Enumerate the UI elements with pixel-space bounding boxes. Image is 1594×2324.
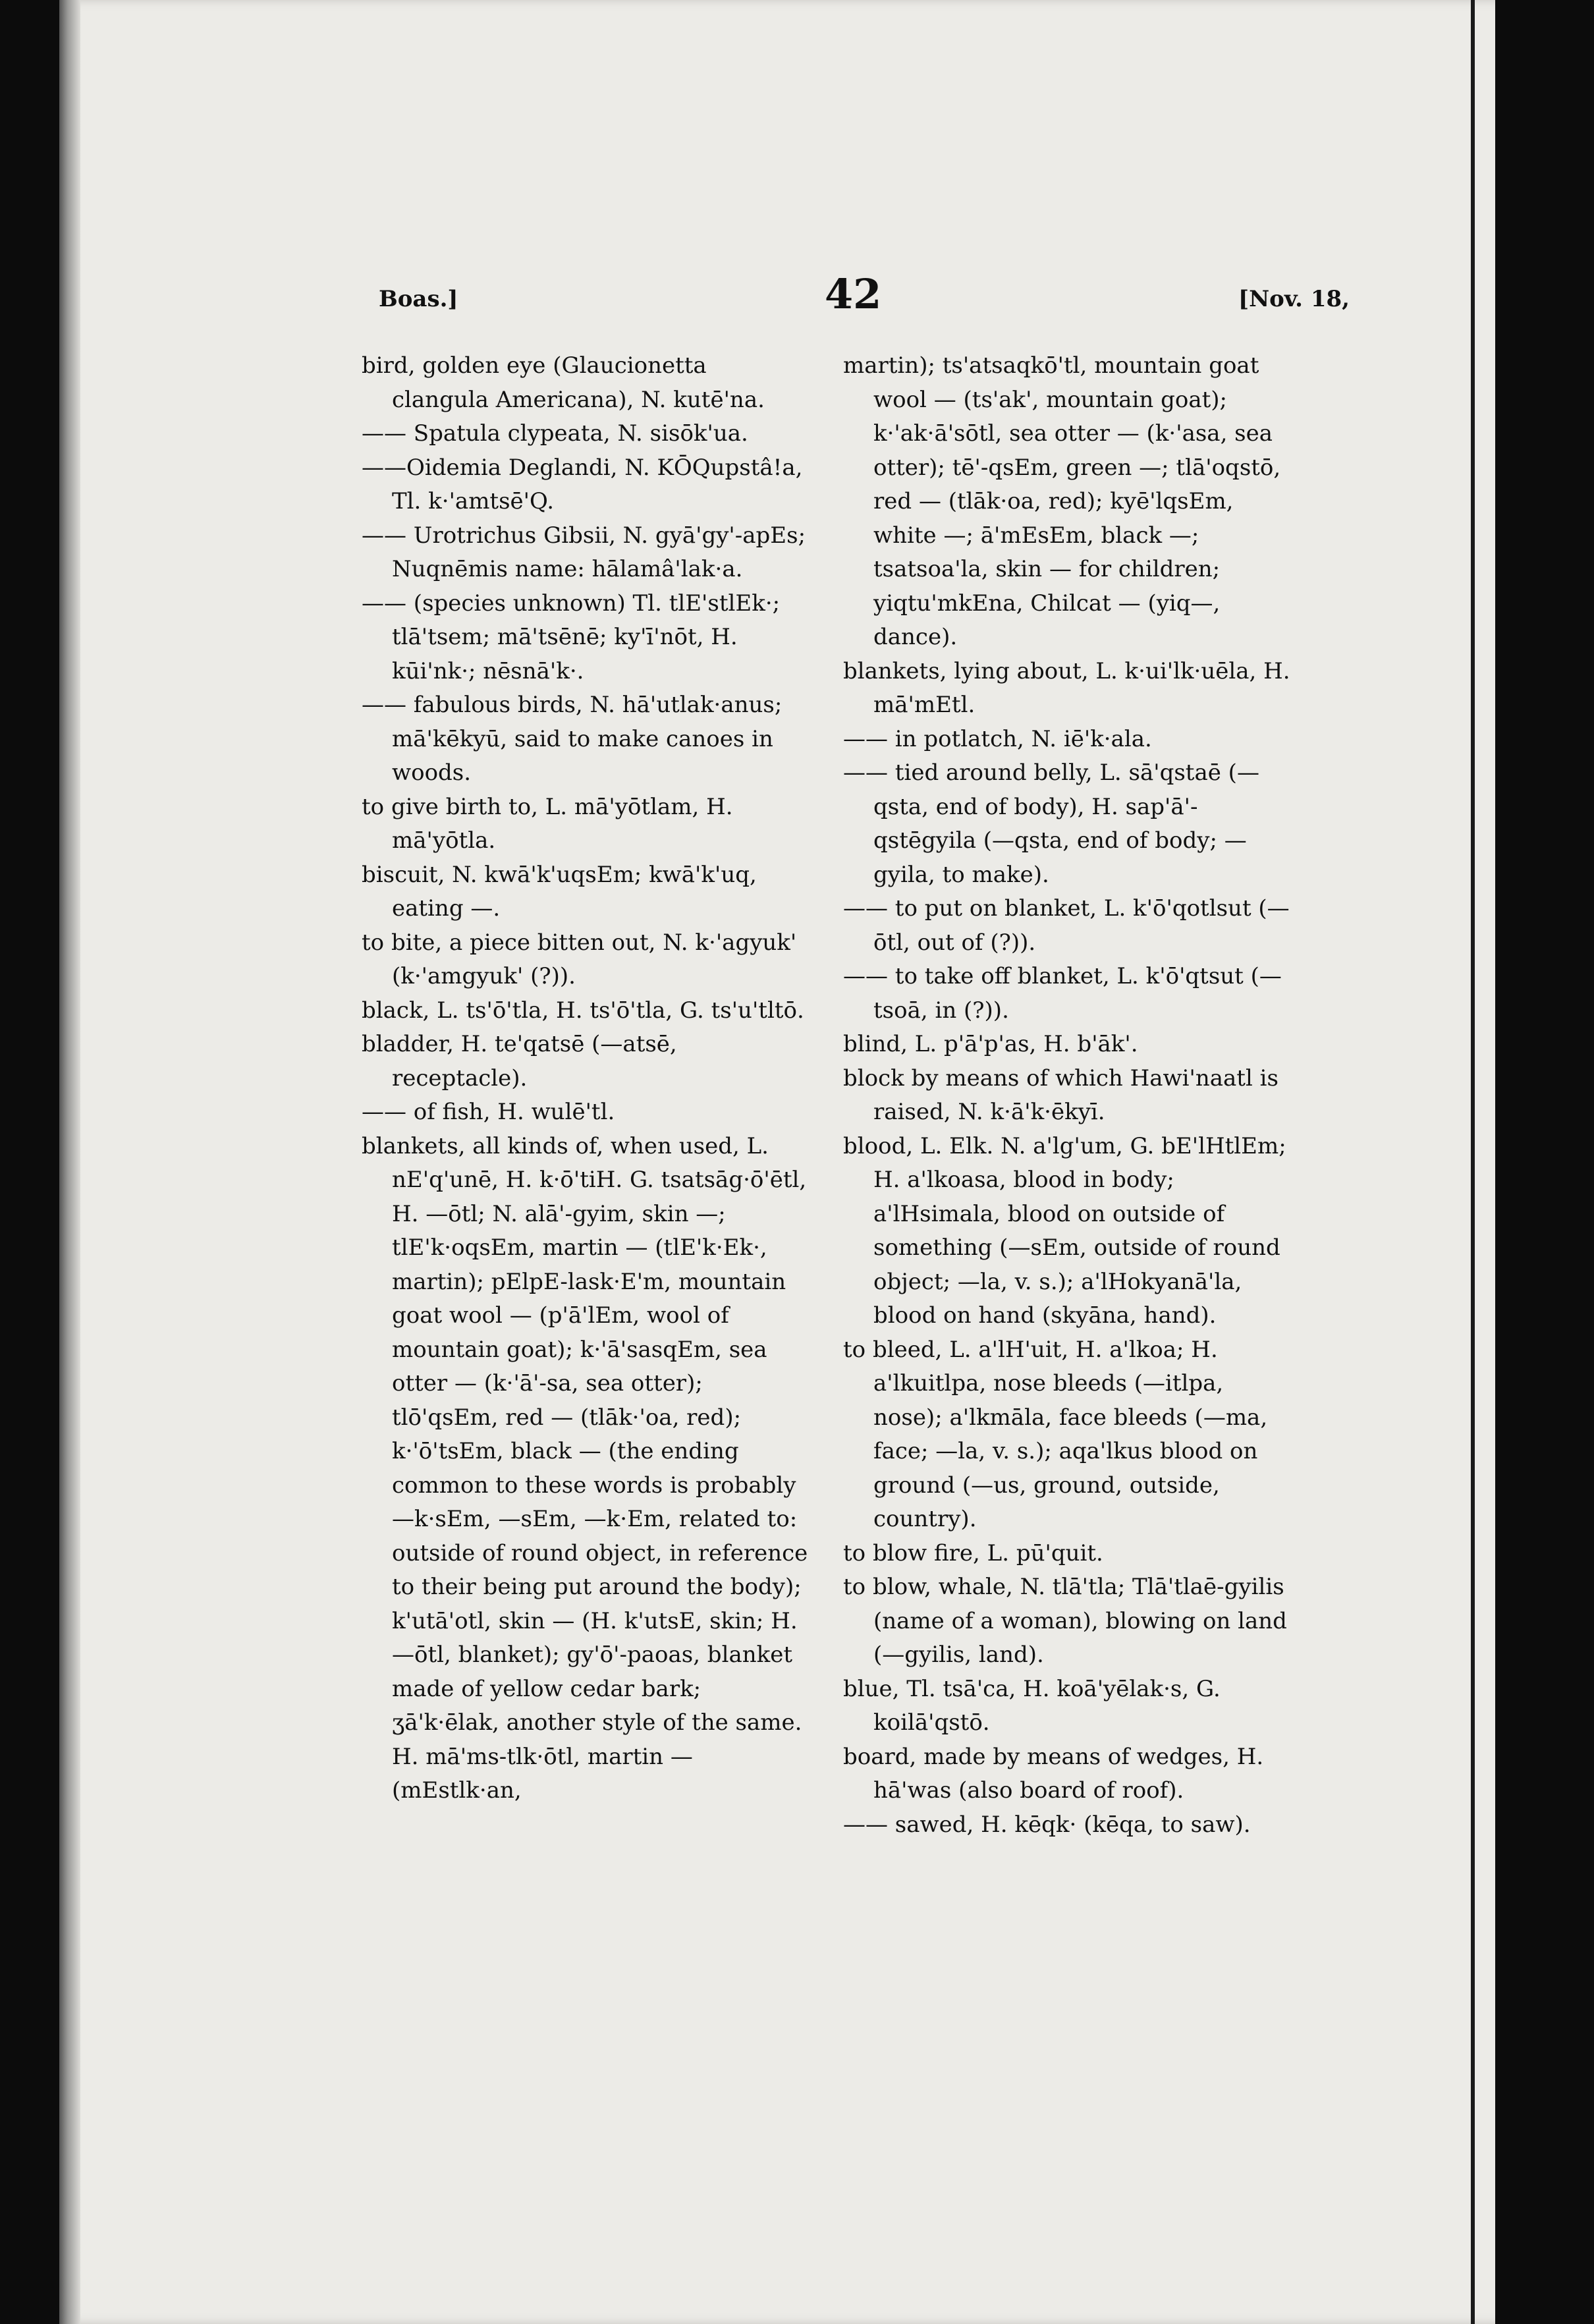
dictionary-entry: blind, L. p'ā'p'as, H. b'āk'. [843,1031,1138,1057]
dictionary-entry: to give birth to, L. mā'yōtlam, H. mā'yōtla. [362,793,733,854]
book-page [59,0,1495,2324]
dictionary-entry: martin); ts'atsaqkō'tl, mountain goat wool — (ts'ak', mountain goat); k·'ak·ā'sōtl, sea otter — (k·'asa, sea otter); tē'-qsEm, green —; tlā'oqstō, red — (tlāk·oa, red); kyē'lqsEm, white —; ā'mEsEm, black —; tsatsoa'la, skin — for children; yiqtu'mkEna, Chilcat — (yiq—, dance). [843,352,1281,650]
dictionary-entry: —— Urotrichus Gibsii, N. gyā'gy'-apEs; Nuqnēmis name: hālamâ'lak·a. [362,522,806,582]
dictionary-entry: —— of fish, H. wulē'tl. [362,1099,615,1125]
dictionary-entry: bird, golden eye (Glaucionetta clangula Americana), N. kutē'na. [362,352,765,413]
dictionary-entry: to bleed, L. a'lH'uit, H. a'lkoa; H. a'lkuitlpa, nose bleeds (—itlpa, nose); a'lkmāla, face bleeds (—ma, face; —la, v. s.); aqa'lkus blood on ground (—us, ground, outside, country). [843,1336,1268,1532]
dictionary-entry: ——Oidemia Deglandi, N. KŌQupstâ!a, Tl. k·'amtsē'Q. [362,454,803,514]
dictionary-entry: to blow, whale, N. tlā'tla; Tlā'tlaē-gyilis (name of a woman), blowing on land (—gyilis, land). [843,1574,1287,1668]
dictionary-entry: —— fabulous birds, N. hā'utlak·anus; mā'kēkyū, said to make canoes in woods. [362,692,783,786]
page-number: 42 [825,270,882,318]
scan-edge-line [1471,0,1475,2324]
dictionary-entry: to bite, a piece bitten out, N. k·'agyuk' (k·'amgyuk' (?)). [362,929,797,989]
dictionary-entry: block by means of which Hawi'naatl is raised, N. k·ā'k·ēkyī. [843,1065,1278,1125]
running-head-author: Boas.] [379,286,458,312]
dictionary-entry: blankets, lying about, L. k·ui'lk·uēla, H. mā'mEtl. [843,657,1290,718]
dictionary-entry: biscuit, N. kwā'k'uqsEm; kwā'k'uq, eating —. [362,861,757,922]
dictionary-entry: blue, Tl. tsā'ca, H. koā'yēlak·s, G. koilā'qstō. [843,1675,1221,1736]
running-head-date: [Nov. 18, [1238,286,1350,312]
dictionary-entry: —— to put on blanket, L. k'ō'qotlsut (—ōtl, out of (?)). [843,895,1290,956]
dictionary-entry: —— Spatula clypeata, N. sisōk'ua. [362,420,748,447]
right-column [843,349,1291,1842]
dictionary-entry: board, made by means of wedges, H. hā'was (also board of roof). [843,1743,1264,1804]
dictionary-entry: —— (species unknown) Tl. tlE'stlEk·; tlā'tsem; mā'tsēnē; ky'ī'nōt, H. kūi'nk·; nēsnā'k·. [362,590,781,684]
dictionary-entry: bladder, H. te'qatsē (—atsē, receptacle). [362,1031,677,1092]
dictionary-entry: to blow fire, L. pū'quit. [843,1539,1103,1566]
dictionary-entry: —— tied around belly, L. sā'qstaē (—qsta, end of body), H. sap'ā'-qstēgyila (—qsta, end of body; —gyila, to make). [843,760,1259,888]
page-header [59,270,1495,336]
dictionary-entry: —— sawed, H. kēqk· (kēqa, to saw). [843,1811,1251,1838]
dictionary-entry: —— to take off blanket, L. k'ō'qtsut (—tsoā, in (?)). [843,963,1282,1024]
dictionary-entry: blood, L. Elk. N. a'lg'um, G. bE'lHtlEm; H. a'lkoasa, blood in body; a'lHsimala, blood on outside of something (—sEm, outside of round object; —la, v. s.); a'lHokyanā'la, blood on hand (skyāna, hand). [843,1132,1286,1329]
dictionary-entry: black, L. ts'ō'tla, H. ts'ō'tla, G. ts'u'tltō. [362,997,804,1024]
dictionary-entry: —— in potlatch, N. iē'k·ala. [843,725,1152,752]
dictionary-entry: blankets, all kinds of, when used, L. nE'q'unē, H. k·ō'tiH. G. tsatsāg·ō'ētl, H. —ōtl; N. alā'-gyim, skin —; tlE'k·oqsEm, martin — (tlE'k·Ek·, martin); pElpE-lask·E'm, mountain goat wool — (p'ā'lEm, wool of mountain goat); k·'ā'sasqEm, sea otter — (k·'ā'-sa, sea otter); tlō'qsEm, red — (tlāk·'oa, red); k·'ō'tsEm, black — (the ending common to these words is probably —k·sEm, —sEm, —k·Em, related to: outside of round object, in reference to their being put around the body); k'utā'otl, skin — (H. k'utsE, skin; H. —ōtl, blanket); gy'ō'-paoas, blanket made of yellow cedar bark; ʒā'k·ēlak, another style of the same. H. mā'ms-tlk·ōtl, martin — (mEstlk·an, [362,1132,808,1804]
left-column [362,349,810,1808]
